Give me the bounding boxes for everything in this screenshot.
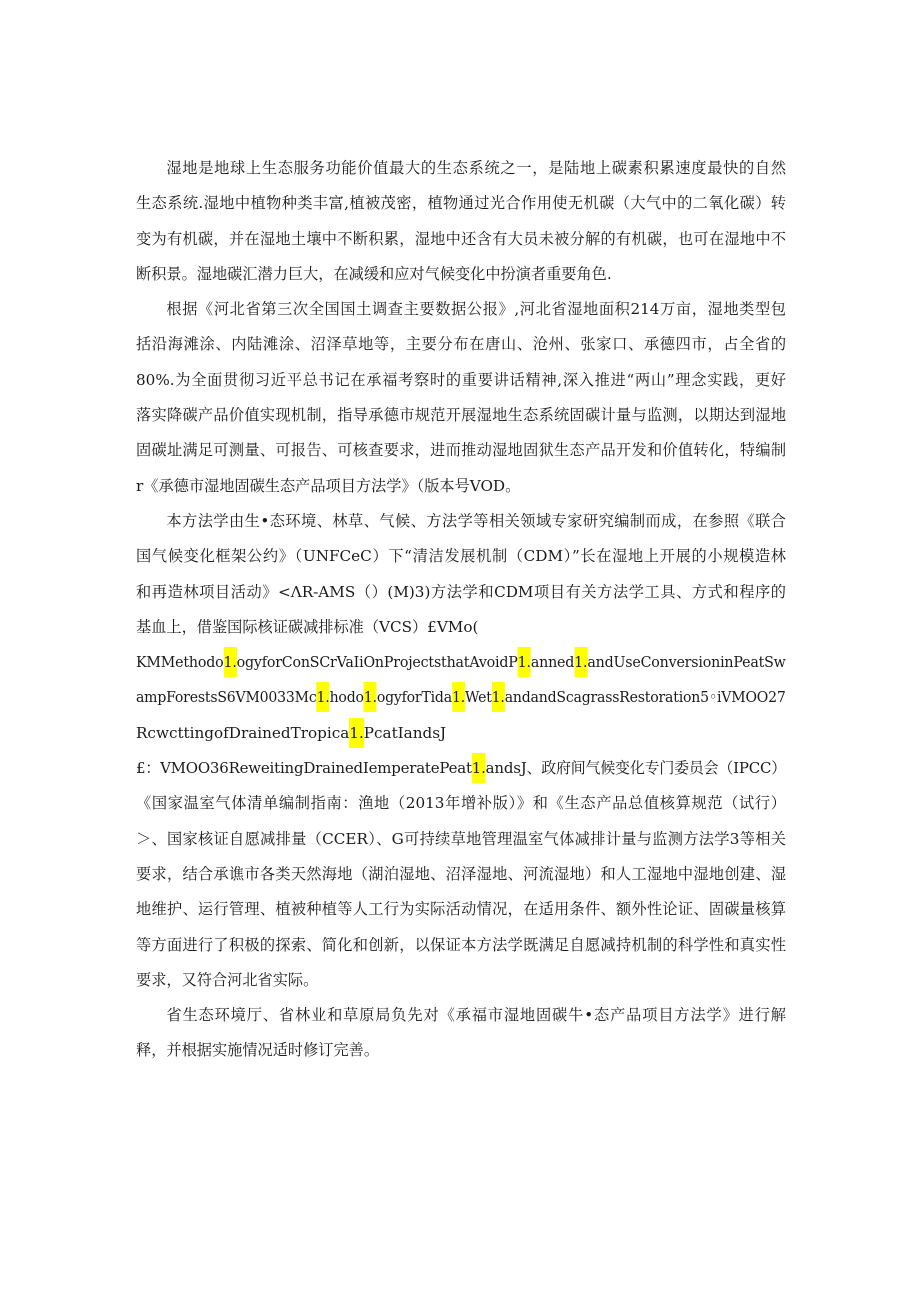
text-run: andandScagrassRestoration5◦iVMOO27 <box>504 688 786 707</box>
highlight-mark: 1. <box>349 718 364 748</box>
text-line: 地维护、运行管理、植被种植等人工行为实际活动情况，在适用条件、额外性论证、固碳量核算 <box>136 900 786 919</box>
text-run: KMMethodo <box>136 653 224 672</box>
text-line: 断积景。湿地碳汇潜力巨大，在减缓和应对气候变化中扮演者重要角色. <box>136 264 612 283</box>
text-line: 和再造林项目活动》<ΛR-AMS（）(M)3)方法学和CDM项目有关方法学工具、方式和程序的 <box>136 582 786 601</box>
text-line: 要求，结合承谯市各类天然海地（湖泊湿地、沼泽湿地、河流湿地）和人工湿地中湿地创建、湿 <box>136 864 786 883</box>
highlight-mark: 1. <box>492 682 505 712</box>
text-line: 湿地是地球上生态服务功能价值最大的生态系统之一，是陆地上碳素积累速度最快的自然 <box>166 159 786 177</box>
text-line: 生态系统.湿地中植物种类丰富,植被茂密，植物通过光合作用使无机碳（大气中的二氧化碳）转 <box>136 194 786 213</box>
text-line: 80%.为全面贯彻习近平总书记在承福考察时的重要讲话精神,深入推进“两山”理念实践，更好 <box>136 370 786 389</box>
text-run: ampForestsS6VM0033Mc <box>136 688 317 707</box>
highlight-mark: 1. <box>317 682 330 712</box>
text-line: 基血上，借鉴国际核证碳减排标准（VCS）£VMo( <box>136 617 479 636</box>
text-run: ogyforTida <box>376 688 452 707</box>
text-line-vm-references <box>136 751 786 786</box>
text-line: 落实降碳产品价值实现机制，指导承德市规范开展湿地生态系统固碳计量与监测，以期达到湿地 <box>136 406 786 425</box>
text-line: 国气候变化框架公约》（UNFCeC）下“清洁发展机制（CDM）”长在湿地上开展的小规模造林 <box>136 547 786 566</box>
text-line-vm-references <box>136 645 786 680</box>
text-run: Wet <box>464 688 492 707</box>
paragraph-interpretation <box>136 998 786 1069</box>
highlight-mark: 1. <box>472 753 486 783</box>
document-body <box>136 151 786 1069</box>
text-line: 本方法学由生•态环境、林草、气候、方法学等相关领域专家研究编制而成，在参照《联合 <box>166 511 786 530</box>
text-run: £：VMOO36ReweitingDrainedIemperatePeat <box>136 759 472 778</box>
text-line: 要求，又符合河北省实际。 <box>136 970 319 989</box>
text-run: andUseConversioninPeatSw <box>587 653 786 672</box>
text-line: r《承德市湿地固碳生态产品项目方法学》（版本号VOD。 <box>136 476 521 495</box>
text-line: 《国家温室气体清单编制指南：渔地（2013年增补版）》和《生态产品总值核算规范（试行） <box>136 794 786 813</box>
highlight-mark: 1. <box>574 647 587 677</box>
text-line: ＞、国家核证自愿减排量（CCER）、G可持续草地管理温室气体减排计量与监测方法学3等相关 <box>136 829 786 848</box>
paragraph-methodology-basis <box>136 504 786 998</box>
highlight-mark: 1. <box>452 682 465 712</box>
text-line-vm-references <box>136 716 786 751</box>
highlight-mark: 1. <box>223 647 236 677</box>
text-line: 省生态环境厅、省林业和草原局负先对《承福市湿地固碳牛•态产品项目方法学》进行解 <box>166 1006 786 1025</box>
paragraph-wetland-intro <box>136 151 786 292</box>
text-run: anned <box>530 653 575 672</box>
highlight-mark: 1. <box>518 647 531 677</box>
text-run: hodo <box>329 688 364 707</box>
text-line: 释，并根据实施情况适时修订完善。 <box>136 1041 379 1060</box>
highlight-mark: 1. <box>364 682 377 712</box>
text-run: andsJ、政府间气候变化专门委员会（IPCC） <box>485 759 786 778</box>
text-run: PcatIandsJ <box>363 723 447 742</box>
text-line-vm-references <box>136 680 786 715</box>
text-line: 变为有机碳，并在湿地土壤中不断积累，湿地中还含有大员未被分解的有机碳，也可在湿地中不 <box>136 229 786 248</box>
text-line: 括沿海滩涂、内陆滩涂、沼泽草地等，主要分布在唐山、沧州、张家口、承德四市，占全省的 <box>136 335 786 354</box>
text-line: 固碳址满足可测量、可报告、可核查要求，进而推动湿地固狱生态产品开发和价值转化，特编制 <box>136 441 786 460</box>
text-line: 等方面进行了积极的探索、简化和创新，以保证本方法学既满足自愿减持机制的科学性和真实性 <box>136 935 786 954</box>
text-line: 根据《河北省第三次全国国土调查主要数据公报》,河北省湿地面积214万亩，湿地类型包 <box>166 300 786 319</box>
paragraph-hebei-wetland <box>136 292 786 504</box>
text-run: ogyforConSCrVaIiOnProjectsthatAvoidP <box>236 653 518 672</box>
text-run: RcwcttingofDrainedTropica <box>136 723 350 742</box>
